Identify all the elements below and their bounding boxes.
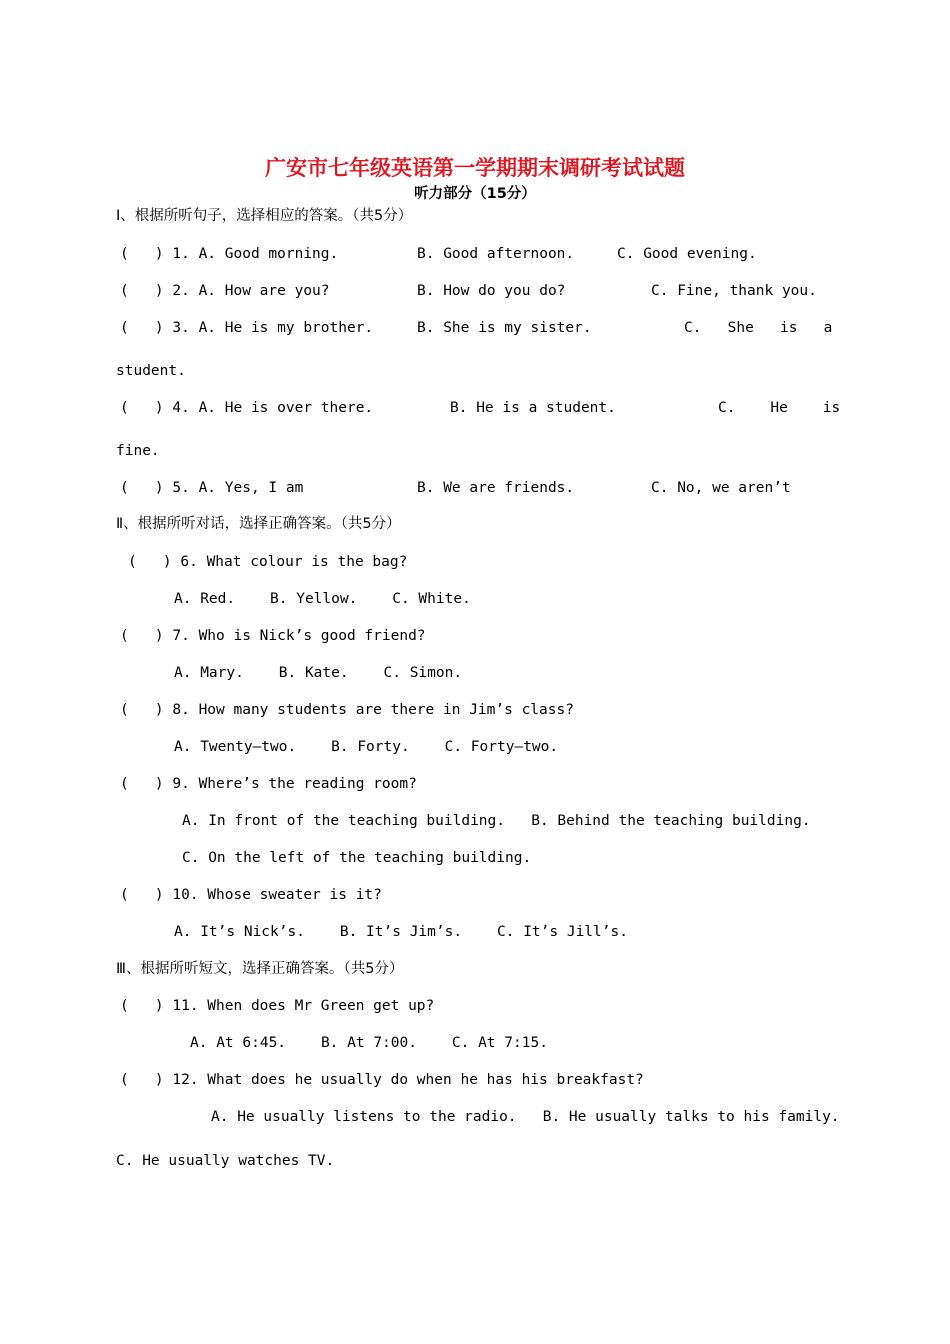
q9-options-line-2: C. On the left of the teaching building.: [182, 850, 532, 866]
q1-option-c: C. Good evening.: [617, 246, 757, 262]
section-3-heading: Ⅲ、根据所听短文，选择正确答案。（共5分）: [116, 961, 404, 977]
q4-option-b: B. He is a student.: [450, 400, 616, 416]
q2-option-c: C. Fine, thank you.: [651, 283, 817, 299]
q12-options-continued: C. He usually watches TV.: [116, 1153, 335, 1169]
q5-option-b: B. We are friends.: [417, 480, 575, 496]
q2-stem: ( ) 2. A. How are you?: [120, 283, 330, 299]
q3-option-b: B. She is my sister.: [417, 320, 592, 336]
q3-stem: ( ) 3. A. He is my brother.: [120, 320, 374, 336]
q9-stem: ( ) 9. Where’s the reading room?: [120, 776, 417, 792]
q2-option-b: B. How do you do?: [417, 283, 566, 299]
q10-options: A. It’s Nick’s. B. It’s Jim’s. C. It’s Jill’s.: [174, 924, 628, 940]
q4-option-c: C. He is: [718, 400, 841, 416]
section-2-heading: Ⅱ、根据所听对话，选择正确答案。（共5分）: [116, 516, 401, 532]
q7-options: A. Mary. B. Kate. C. Simon.: [174, 665, 463, 681]
q11-stem: ( ) 11. When does Mr Green get up?: [120, 998, 435, 1014]
q12-options: A. He usually listens to the radio. B. He usually talks to his family.: [211, 1109, 840, 1125]
q7-stem: ( ) 7. Who is Nick’s good friend?: [120, 628, 426, 644]
listening-subtitle: 听力部分（15分）: [414, 186, 536, 202]
q8-options: A. Twenty—two. B. Forty. C. Forty—two.: [174, 739, 559, 755]
q4-stem: ( ) 4. A. He is over there.: [120, 400, 374, 416]
q5-stem: ( ) 5. A. Yes, I am: [120, 480, 304, 496]
q3-option-c-continued: student.: [116, 363, 186, 379]
q1-stem: ( ) 1. A. Good morning.: [120, 246, 339, 262]
section-1-heading: Ⅰ、根据所听句子，选择相应的答案。（共5分）: [116, 208, 413, 224]
q1-option-b: B. Good afternoon.: [417, 246, 575, 262]
exam-title: 广安市七年级英语第一学期期末调研考试试题: [265, 156, 685, 180]
q8-stem: ( ) 8. How many students are there in Jim’s class?: [120, 702, 574, 718]
q3-option-c: C. She is a: [684, 320, 833, 336]
q9-options: A. In front of the teaching building. B. Behind the teaching building.: [182, 813, 811, 829]
q4-option-c-continued: fine.: [116, 443, 160, 459]
q6-stem: ( ) 6. What colour is the bag?: [128, 554, 408, 570]
q12-stem: ( ) 12. What does he usually do when he has his breakfast?: [120, 1072, 644, 1088]
q5-option-c: C. No, we aren’t: [651, 480, 791, 496]
q6-options: A. Red. B. Yellow. C. White.: [174, 591, 471, 607]
q10-stem: ( ) 10. Whose sweater is it?: [120, 887, 382, 903]
q11-options: A. At 6:45. B. At 7:00. C. At 7:15.: [190, 1035, 548, 1051]
